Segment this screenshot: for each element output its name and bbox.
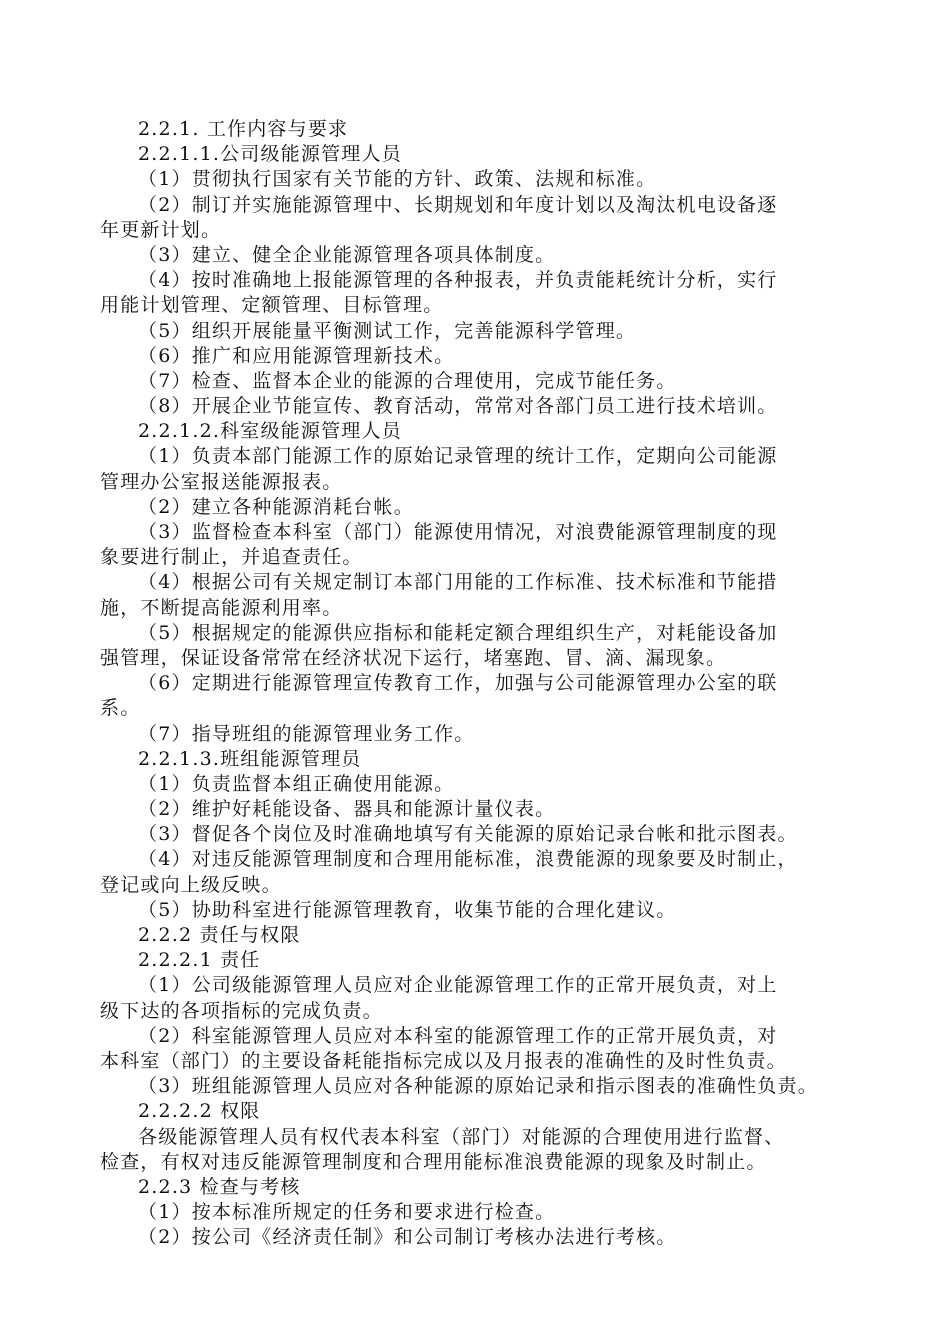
text-line: （7）指导班组的能源管理业务工作。 (138, 722, 475, 745)
text-line: 本科室（部门）的主要设备耗能指标完成以及月报表的准确性的及时性负责。 (100, 1049, 787, 1072)
text-line: （4）对违反能源管理制度和合理用能标准，浪费能源的现象要及时制止， (138, 848, 798, 871)
text-line: （3）建立、健全企业能源管理各项具体制度。 (138, 243, 556, 266)
text-line: （3）监督检查本科室（部门）能源使用情况，对浪费能源管理制度的现 (138, 521, 778, 543)
text-line: 各级能源管理人员有权代表本科室（部门）对能源的合理使用进行监督、 (138, 1125, 785, 1148)
text-line: 2.2.1.3.班组能源管理员 (138, 747, 362, 770)
text-line: （3）班组能源管理人员应对各种能源的原始记录和指示图表的准确性负责。 (138, 1075, 818, 1098)
document-body (100, 117, 860, 1250)
text-line: （2）科室能源管理人员应对本科室的能源管理工作的正常开展负责，对 (138, 1024, 778, 1047)
text-line: 2.2.2.1 责任 (138, 949, 261, 972)
text-line: （1）公司级能源管理人员应对企业能源管理工作的正常开展负责，对上 (138, 974, 778, 997)
text-line: 系。 (100, 697, 141, 720)
text-line: 登记或向上级反映。 (100, 873, 282, 896)
text-line: 2.2.2.2 权限 (138, 1100, 261, 1123)
text-line: 象要进行制止，并追查责任。 (100, 546, 363, 569)
text-line: （6）定期进行能源管理宣传教育工作，加强与公司能源管理办公室的联 (138, 672, 778, 695)
text-line: （7）检查、监督本企业的能源的合理使用，完成节能任务。 (138, 369, 677, 392)
text-line: （2）建立各种能源消耗台帐。 (138, 495, 414, 518)
text-line: （8）开展企业节能宣传、教育活动，常常对各部门员工进行技术培训。 (138, 395, 778, 418)
text-line: 2.2.1.2.科室级能源管理人员 (138, 420, 402, 443)
text-line: （1）贯彻执行国家有关节能的方针、政策、法规和标准。 (138, 168, 657, 191)
text-line: 2.2.2 责任与权限 (138, 924, 301, 946)
text-line: （1）负责监督本组正确使用能源。 (138, 772, 455, 795)
text-line: （4）根据公司有关规定制订本部门用能的工作标准、技术标准和节能措 (138, 571, 778, 594)
text-line: （6）推广和应用能源管理新技术。 (138, 344, 455, 367)
text-line: 2.2.1. 工作内容与要求 (138, 118, 349, 140)
text-line: （2）制订并实施能源管理中、长期规划和年度计划以及淘汰机电设备逐 (138, 193, 778, 216)
text-line: 检查，有权对违反能源管理制度和合理用能标准浪费能源的现象及时制止。 (100, 1150, 767, 1173)
text-line: （1）负责本部门能源工作的原始记录管理的统计工作，定期向公司能源 (138, 445, 778, 468)
text-line: （2）维护好耗能设备、器具和能源计量仪表。 (138, 798, 556, 821)
text-line: （3）督促各个岗位及时准确地填写有关能源的原始记录台帐和批示图表。 (138, 823, 798, 846)
text-line: 2.2.3 检查与考核 (138, 1175, 301, 1198)
text-line: （1）按本标准所规定的任务和要求进行检查。 (138, 1201, 556, 1224)
text-line: （5）协助科室进行能源管理教育，收集节能的合理化建议。 (138, 898, 677, 921)
text-line: 年更新计划。 (100, 218, 222, 241)
text-line: 2.2.1.1.公司级能源管理人员 (138, 143, 402, 166)
text-line: 用能计划管理、定额管理、目标管理。 (100, 294, 444, 317)
text-line: 强管理，保证设备常常在经济状况下运行，堵塞跑、冒、滴、漏现象。 (100, 646, 727, 669)
text-line: （5）组织开展能量平衡测试工作，完善能源科学管理。 (138, 319, 637, 342)
text-line: 管理办公室报送能源报表。 (100, 470, 343, 493)
text-line: （2）按公司《经济责任制》和公司制订考核办法进行考核。 (138, 1226, 677, 1249)
text-line: （4）按时准确地上报能源管理的各种报表，并负责能耗统计分析，实行 (138, 269, 778, 292)
text-line: 级下达的各项指标的完成负责。 (100, 999, 383, 1022)
text-line: （5）根据规定的能源供应指标和能耗定额合理组织生产，对耗能设备加 (138, 621, 778, 644)
text-line: 施，不断提高能源利用率。 (100, 596, 343, 619)
